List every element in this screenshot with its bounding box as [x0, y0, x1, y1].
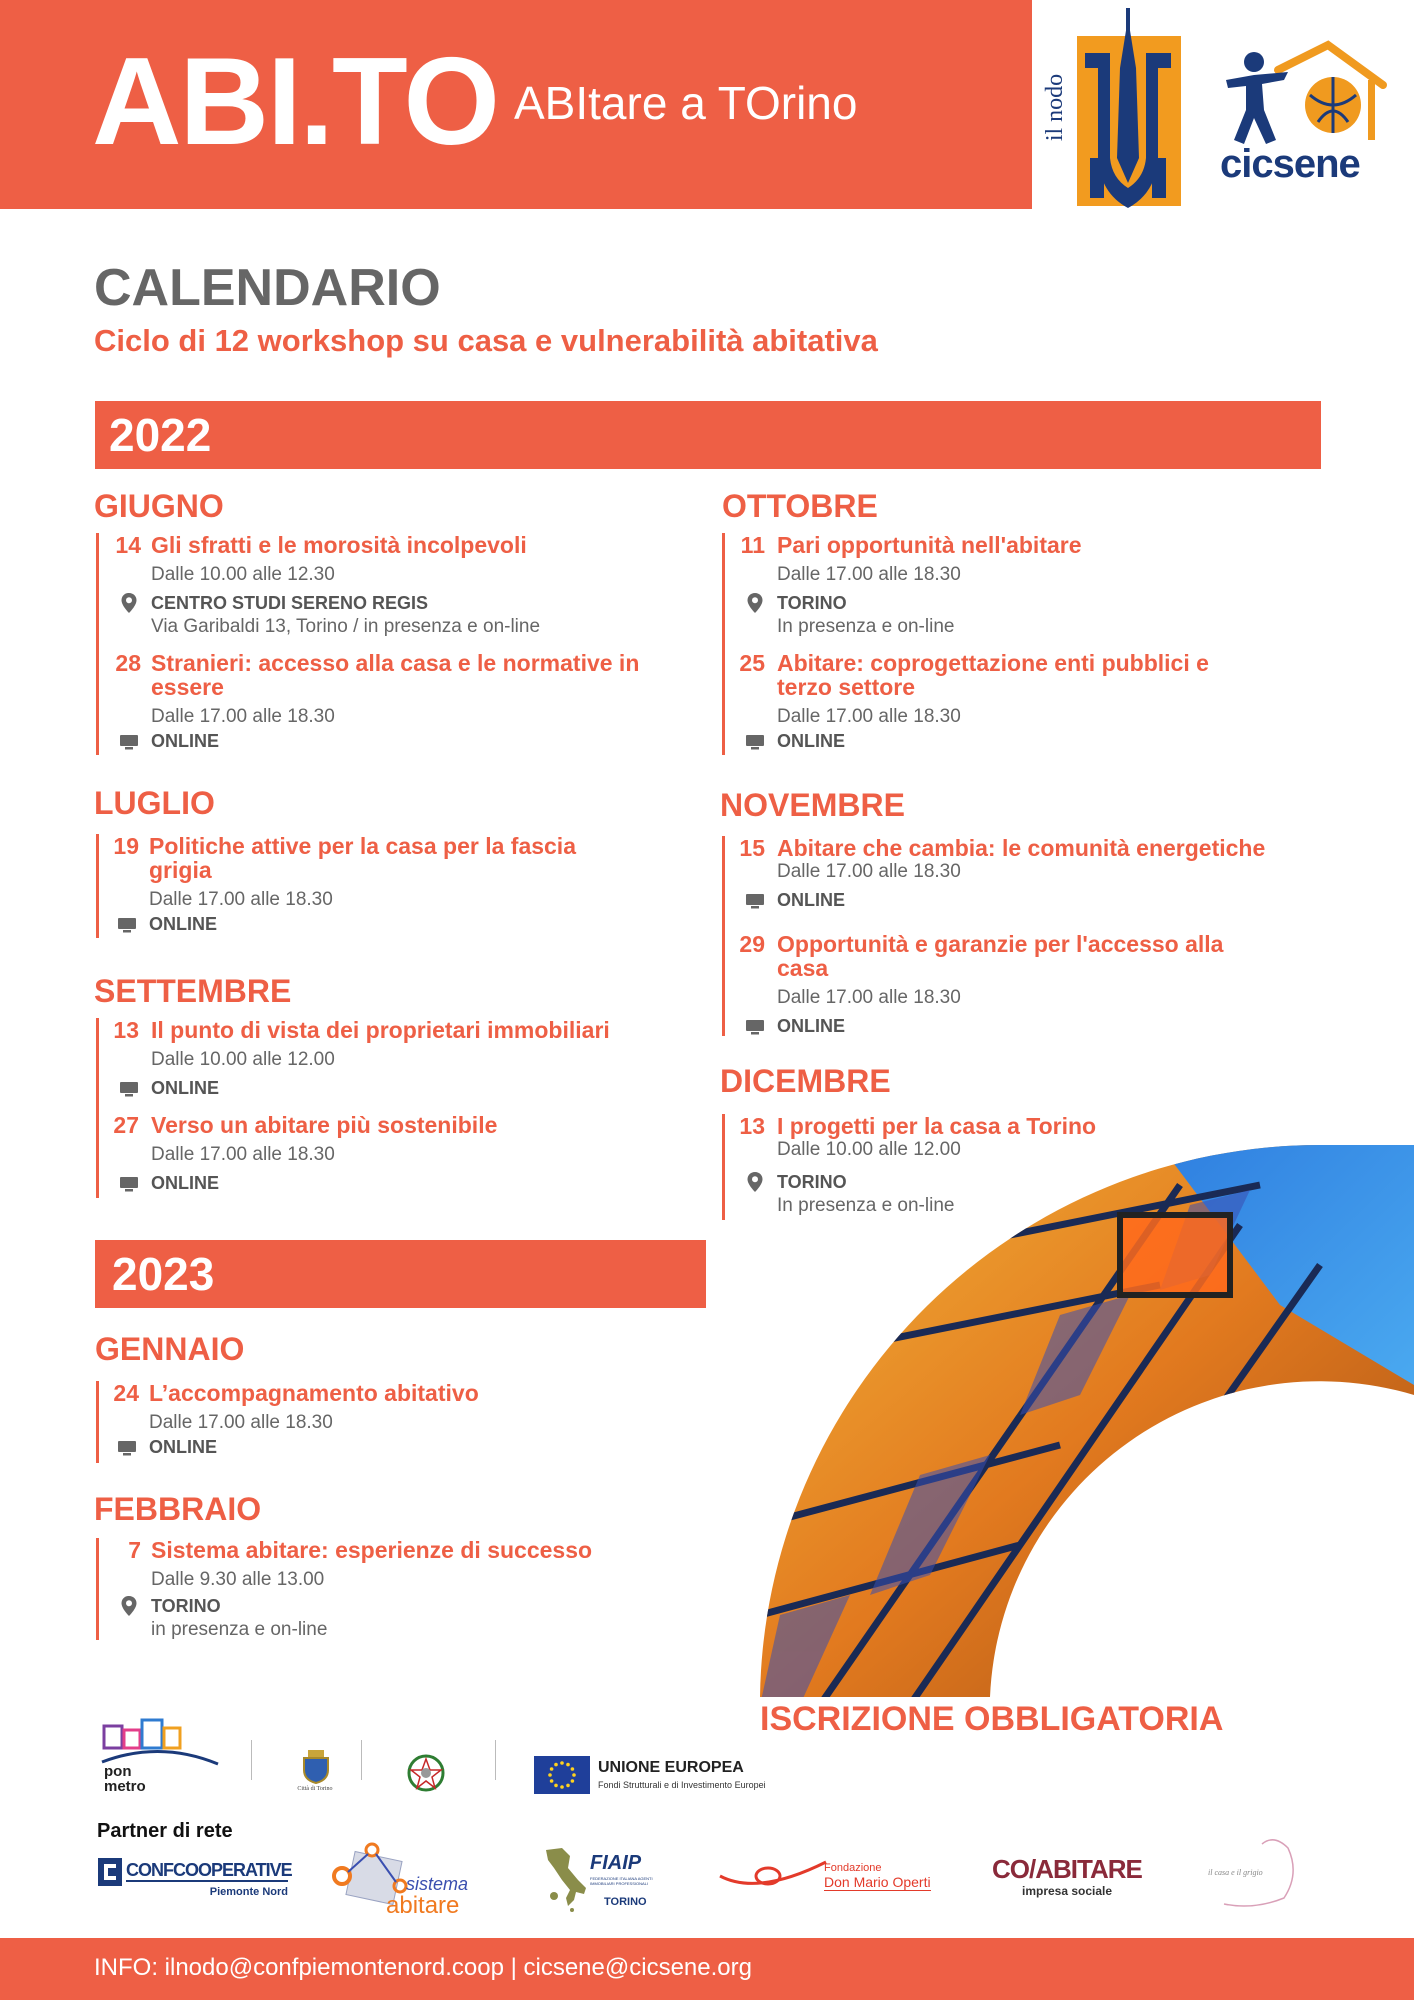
event-day: 19	[113, 833, 139, 859]
calendar-subtitle: Ciclo di 12 workshop su casa e vulnerabilità abitativa	[94, 323, 878, 358]
event-day: 14	[115, 532, 141, 558]
coabitare-text: CO/ABITARE	[992, 1854, 1142, 1884]
event-place: CENTRO STUDI SERENO REGIS	[151, 593, 429, 613]
coabitare-logo	[992, 1854, 1162, 1904]
event-location	[777, 888, 1345, 912]
don-mario-text: Don Mario Operti	[824, 1874, 931, 1890]
year-2022-bar	[95, 401, 1321, 469]
coabitare-subtext: impresa sociale	[1022, 1884, 1113, 1898]
event-time: Dalle 10.00 alle 12.30	[151, 564, 335, 585]
building-photo	[760, 1145, 1414, 1705]
fiaip-text: FIAIP	[590, 1852, 642, 1874]
year-2023-bar	[95, 1240, 706, 1308]
event-place: TORINO	[151, 1596, 221, 1616]
monitor-icon	[746, 889, 764, 911]
event-time: Dalle 10.00 alle 12.00	[777, 1139, 961, 1160]
cicsene-logo-icon	[1218, 40, 1398, 150]
confcooperative-icon	[98, 1858, 122, 1886]
brand-subtitle: ABItare a TOrino	[514, 77, 858, 129]
unione-europea-logo	[534, 1756, 794, 1796]
event-day: 11	[740, 532, 765, 558]
event-place-note: In presenza e on-line	[777, 1195, 955, 1216]
month-novembre-block	[722, 836, 1345, 1036]
month-ottobre-block	[722, 533, 1305, 755]
italy-map-icon	[540, 1846, 590, 1912]
year-2023-label: 2023	[112, 1248, 215, 1300]
event-time: Dalle 17.00 alle 18.30	[149, 889, 333, 910]
event-place: ONLINE	[151, 731, 220, 751]
event-location	[149, 912, 659, 936]
event-place: ONLINE	[777, 1016, 846, 1036]
event-location	[151, 729, 659, 753]
repubblica-emblem-icon	[406, 1752, 446, 1794]
monitor-icon	[120, 1077, 138, 1099]
torino-crest-icon	[296, 1750, 336, 1784]
month-gennaio-block	[96, 1381, 659, 1463]
footer-info: INFO: ilnodo@confpiemontenord.coop | cicsene@cicsene.org	[94, 1954, 752, 1981]
confcooperative-subtext: Piemonte Nord	[209, 1886, 288, 1898]
month-luglio-block	[96, 834, 659, 938]
event-day: 7	[128, 1537, 141, 1563]
event-ottobre-11	[725, 533, 1305, 639]
event-novembre-29	[725, 932, 1345, 1038]
map-pin-icon	[120, 1595, 138, 1617]
month-novembre: NOVEMBRE	[720, 787, 905, 823]
event-febbraio-7	[99, 1538, 699, 1642]
event-location	[151, 591, 659, 615]
event-time: Dalle 17.00 alle 18.30	[151, 1144, 335, 1165]
event-title: Abitare: coprogettazione enti pubblici e terzo settore	[777, 650, 1209, 700]
event-ottobre-25	[725, 651, 1305, 753]
pon-metro-text: pon metro	[104, 1763, 146, 1795]
event-place-note: in presenza e on-line	[151, 1619, 328, 1640]
il-nodo-logo	[1040, 8, 1190, 208]
event-day: 28	[115, 650, 141, 676]
monitor-icon	[746, 730, 764, 752]
divider	[251, 1740, 252, 1780]
sistema-text: sistema	[406, 1874, 469, 1894]
torino-text: Città di Torino	[297, 1786, 333, 1792]
event-place: ONLINE	[151, 1078, 220, 1098]
brand-title: ABI.TO	[92, 33, 498, 171]
event-settembre-13	[99, 1018, 699, 1100]
event-time: Dalle 9.30 alle 13.00	[151, 1569, 325, 1590]
monitor-icon	[746, 1015, 764, 1037]
divider	[495, 1740, 496, 1780]
event-time: Dalle 17.00 alle 18.30	[777, 564, 961, 585]
event-gennaio-24	[99, 1381, 659, 1459]
event-time: Dalle 17.00 alle 18.30	[777, 861, 961, 882]
month-giugno: GIUGNO	[94, 488, 224, 524]
iscrizione-obbligatoria: ISCRIZIONE OBBLIGATORIA	[760, 1700, 1224, 1738]
eu-title: UNIONE EUROPEA	[598, 1759, 744, 1776]
event-giugno-14	[99, 533, 659, 639]
monitor-icon	[120, 730, 138, 752]
month-febbraio: FEBBRAIO	[94, 1491, 262, 1527]
event-novembre-15	[725, 836, 1345, 912]
event-place-note: In presenza e on-line	[777, 616, 955, 637]
eu-flag-icon	[534, 1756, 590, 1794]
month-settembre-block	[96, 1018, 699, 1198]
month-dicembre: DICEMBRE	[720, 1063, 891, 1099]
monitor-icon	[120, 1172, 138, 1194]
event-place: TORINO	[777, 593, 847, 613]
pon-metro-logo	[100, 1718, 220, 1795]
event-location	[149, 1435, 659, 1459]
fiaip-subtext: FEDERAZIONE ITALIANA AGENTI IMMOBILIARI PROFESSIONALI	[590, 1876, 653, 1886]
event-time: Dalle 17.00 alle 18.30	[151, 706, 335, 727]
event-day: 15	[739, 835, 765, 861]
monitor-icon	[118, 1436, 136, 1458]
fondazione-swoosh-icon	[718, 1856, 828, 1896]
event-place: ONLINE	[777, 890, 846, 910]
event-location	[777, 729, 1305, 753]
month-giugno-block	[96, 533, 659, 755]
calendar-title: CALENDARIO	[94, 259, 441, 317]
event-title: Verso un abitare più sostenibile	[151, 1112, 498, 1138]
month-luglio: LUGLIO	[94, 785, 215, 821]
event-title: Pari opportunità nell'abitare	[777, 532, 1082, 558]
event-title: Stranieri: accesso alla casa e le normative in essere	[151, 650, 640, 700]
event-giugno-28	[99, 651, 659, 753]
event-time: Dalle 10.00 alle 12.00	[151, 1049, 335, 1070]
cicsene-text: cicsene	[1220, 142, 1360, 186]
event-day: 24	[113, 1380, 139, 1406]
map-pin-icon	[120, 592, 138, 614]
event-location	[151, 1076, 699, 1100]
pon-metro-icon	[100, 1718, 220, 1768]
event-luglio-19	[99, 834, 659, 936]
confcooperative-logo	[98, 1858, 290, 1904]
monitor-icon	[118, 913, 136, 935]
casa-grigio-logo	[1204, 1834, 1304, 1910]
event-title: Opportunità e garanzie per l'accesso alla casa	[777, 931, 1224, 981]
month-ottobre: OTTOBRE	[722, 488, 878, 524]
event-place: TORINO	[777, 1172, 847, 1192]
event-place: ONLINE	[151, 1173, 220, 1193]
event-day: 13	[113, 1017, 139, 1043]
event-time: Dalle 17.00 alle 18.30	[777, 706, 961, 727]
event-day: 13	[739, 1113, 765, 1139]
event-title: Abitare che cambia: le comunità energetiche	[777, 835, 1266, 861]
event-place: ONLINE	[777, 731, 846, 751]
event-title: Politiche attive per la casa per la fascia grigia	[149, 833, 576, 883]
map-pin-icon	[746, 592, 764, 614]
event-place: ONLINE	[149, 914, 218, 934]
casa-grigio-text: il casa e il grigio	[1208, 1868, 1263, 1877]
fiaip-city: TORINO	[604, 1896, 647, 1908]
month-febbraio-block	[96, 1538, 699, 1640]
sistema-abitare-logo	[330, 1842, 480, 1922]
event-title: Gli sfratti e le morosità incolpevoli	[151, 532, 527, 558]
il-nodo-text: il nodo	[1042, 73, 1069, 142]
confcooperative-text: CONFCOOPERATIVE	[126, 1860, 292, 1880]
confcooperative-rule	[126, 1880, 288, 1882]
eu-subtitle: Fondi Strutturali e di Investimento Europei	[598, 1780, 766, 1790]
event-place: ONLINE	[149, 1437, 218, 1457]
fiaip-logo	[540, 1846, 670, 1912]
event-day: 25	[739, 650, 765, 676]
month-gennaio: GENNAIO	[95, 1331, 245, 1367]
year-2022-label: 2022	[109, 409, 212, 461]
event-location	[777, 591, 1305, 615]
citta-di-torino-logo	[290, 1750, 340, 1798]
partner-label: Partner di rete	[97, 1820, 233, 1842]
event-title: L’accompagnamento abitativo	[149, 1380, 479, 1406]
event-title: Sistema abitare: esperienze di successo	[151, 1537, 593, 1563]
event-location	[151, 1594, 699, 1618]
event-time: Dalle 17.00 alle 18.30	[149, 1412, 333, 1433]
event-title: I progetti per la casa a Torino	[777, 1113, 1097, 1139]
event-place-note: Via Garibaldi 13, Torino / in presenza e on-line	[151, 616, 541, 637]
cicsene-logo	[1218, 40, 1398, 190]
divider	[361, 1740, 362, 1780]
event-location	[151, 1171, 699, 1195]
event-time: Dalle 17.00 alle 18.30	[777, 987, 961, 1008]
event-day: 29	[739, 931, 765, 957]
abitare-text: abitare	[386, 1892, 460, 1919]
month-settembre: SETTEMBRE	[94, 973, 292, 1009]
event-title: Il punto di vista dei proprietari immobiliari	[151, 1017, 610, 1043]
event-day: 27	[113, 1112, 139, 1138]
event-location	[777, 1014, 1345, 1038]
fondazione-text: Fondazione	[824, 1862, 882, 1874]
fondazione-don-mario-operti-logo	[718, 1852, 938, 1902]
event-settembre-27	[99, 1113, 699, 1195]
